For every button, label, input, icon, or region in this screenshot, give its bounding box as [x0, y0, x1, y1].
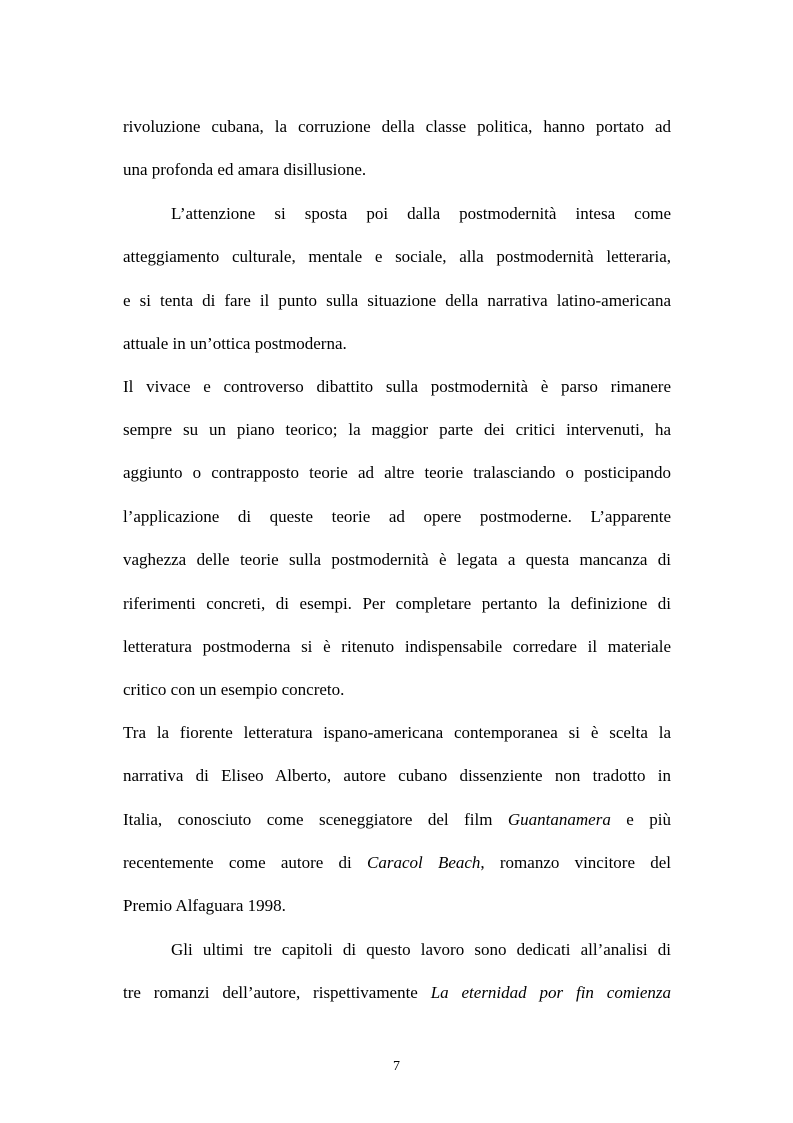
text-segment: Italia, conosciuto come sceneggiatore del film [123, 810, 508, 829]
text-line: rivoluzione cubana, la corruzione della classe politica, hanno portato ad [123, 117, 671, 136]
text-segment: recentemente come autore di [123, 853, 367, 872]
text-line: vaghezza delle teorie sulla postmodernità è legata a questa mancanza di [123, 550, 671, 569]
text-line: riferimenti concreti, di esempi. Per completare pertanto la definizione di [123, 594, 671, 613]
text-line [123, 982, 671, 1004]
text-line: critico con un esempio concreto. [123, 680, 345, 699]
text-line [123, 852, 671, 874]
text-segment: , romanzo vincitore del [480, 853, 671, 872]
text-line: letteratura postmoderna si è ritenuto indispensabile corredare il materiale [123, 637, 671, 656]
page-number: 7 [393, 1059, 400, 1074]
text-line: L’attenzione si sposta poi dalla postmodernità intesa come [171, 204, 671, 223]
text-line [123, 809, 671, 831]
film-title: Guantanamera [507, 810, 611, 829]
novel-title: La eternidad por fin comienza [430, 983, 671, 1002]
text-segment: e più [610, 810, 671, 829]
text-line: narrativa di Eliseo Alberto, autore cubano dissenziente non tradotto in [123, 766, 671, 785]
text-line: una profonda ed amara disillusione. [123, 160, 367, 179]
text-line: attuale in un’ottica postmoderna. [123, 334, 347, 353]
text-segment: tre romanzi dell’autore, rispettivamente [123, 983, 431, 1002]
text-line: Gli ultimi tre capitoli di questo lavoro sono dedicati all’analisi di [171, 940, 671, 959]
text-line: atteggiamento culturale, mentale e sociale, alla postmodernità letteraria, [123, 247, 671, 266]
text-line: Il vivace e controverso dibattito sulla postmodernità è parso rimanere [123, 377, 671, 396]
text-line: sempre su un piano teorico; la maggior parte dei critici intervenuti, ha [123, 420, 671, 439]
text-line: l’applicazione di queste teorie ad opere postmoderne. L’apparente [123, 507, 671, 526]
novel-title: Caracol Beach [367, 853, 481, 872]
text-line: aggiunto o contrapposto teorie ad altre teorie tralasciando o posticipando [123, 463, 671, 482]
text-line: Tra la fiorente letteratura ispano-americana contemporanea si è scelta la [123, 723, 671, 742]
text-line: e si tenta di fare il punto sulla situazione della narrativa latino-americana [123, 291, 671, 310]
text-line: Premio Alfaguara 1998. [123, 896, 286, 915]
